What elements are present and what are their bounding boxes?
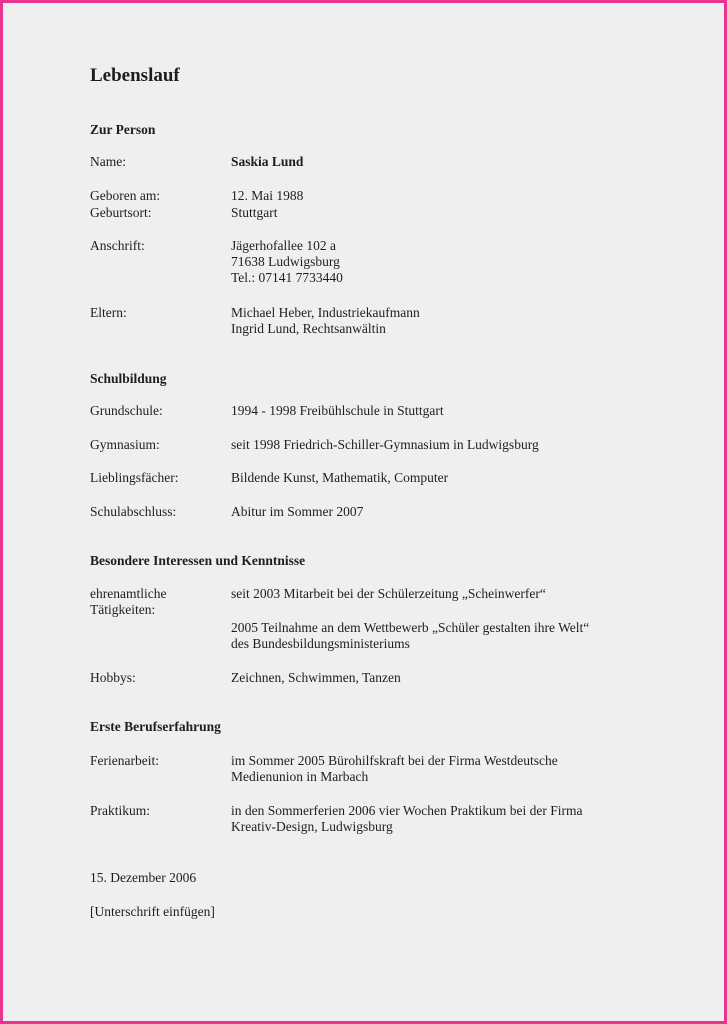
volunteer-label-line: Tätigkeiten: [90,602,156,617]
name-value: Saskia Lund [231,154,304,169]
internship-line: Kreativ-Design, Ludwigsburg [231,819,393,834]
volunteer-value-1: seit 2003 Mitarbeit bei der Schülerzeitung „Scheinwerfer“ [231,586,546,601]
school-degree-label: Schulabschluss: [90,504,177,519]
gymnasium-label: Gymnasium: [90,437,160,452]
address-value [231,238,343,286]
school-degree-value: Abitur im Sommer 2007 [231,504,364,519]
holiday-job-label: Ferienarbeit: [90,753,159,768]
internship-label: Praktikum: [90,803,150,818]
holiday-job-line: im Sommer 2005 Bürohilfskraft bei der Firma Westdeutsche [231,753,558,768]
holiday-job-line: Medienunion in Marbach [231,769,369,784]
parents-value [231,305,420,337]
address-line: Tel.: 07141 7733440 [231,270,343,285]
volunteer-value-line: des Bundesbildungsministeriums [231,636,410,651]
section-heading-person: Zur Person [90,122,156,137]
holiday-job-value [231,753,558,785]
volunteer-label [90,586,166,618]
internship-value [231,803,582,835]
section-heading-interests: Besondere Interessen und Kenntnisse [90,553,306,568]
volunteer-value-2 [231,620,589,652]
hobbies-value: Zeichnen, Schwimmen, Tanzen [231,670,401,685]
hobbies-label: Hobbys: [90,670,136,685]
birthplace-label: Geburtsort: [90,205,152,220]
date-text: 15. Dezember 2006 [90,870,197,885]
address-line: 71638 Ludwigsburg [231,254,340,269]
primary-school-label: Grundschule: [90,403,163,418]
signature-placeholder: [Unterschrift einfügen] [90,904,215,919]
address-line: Jägerhofallee 102 a [231,238,336,253]
born-value: 12. Mai 1988 [231,188,304,203]
internship-line: in den Sommerferien 2006 vier Wochen Praktikum bei der Firma [231,803,583,818]
favorite-subjects-value: Bildende Kunst, Mathematik, Computer [231,470,449,485]
page-title: Lebenslauf [90,65,180,86]
name-label: Name: [90,154,126,169]
parent-line: Ingrid Lund, Rechtsanwältin [231,321,386,336]
section-heading-work: Erste Berufserfahrung [90,719,221,734]
parents-label: Eltern: [90,305,127,320]
born-label: Geboren am: [90,188,161,203]
volunteer-label-line: ehrenamtliche [90,586,167,601]
section-heading-school: Schulbildung [90,371,167,386]
address-label: Anschrift: [90,238,145,253]
parent-line: Michael Heber, Industriekaufmann [231,305,420,320]
volunteer-value-line: 2005 Teilnahme an dem Wettbewerb „Schüler gestalten ihre Welt“ [231,620,590,635]
primary-school-value: 1994 - 1998 Freibühlschule in Stuttgart [231,403,444,418]
favorite-subjects-label: Lieblingsfächer: [90,470,179,485]
gymnasium-value: seit 1998 Friedrich-Schiller-Gymnasium in Ludwigsburg [231,437,539,452]
birthplace-value: Stuttgart [231,205,278,220]
